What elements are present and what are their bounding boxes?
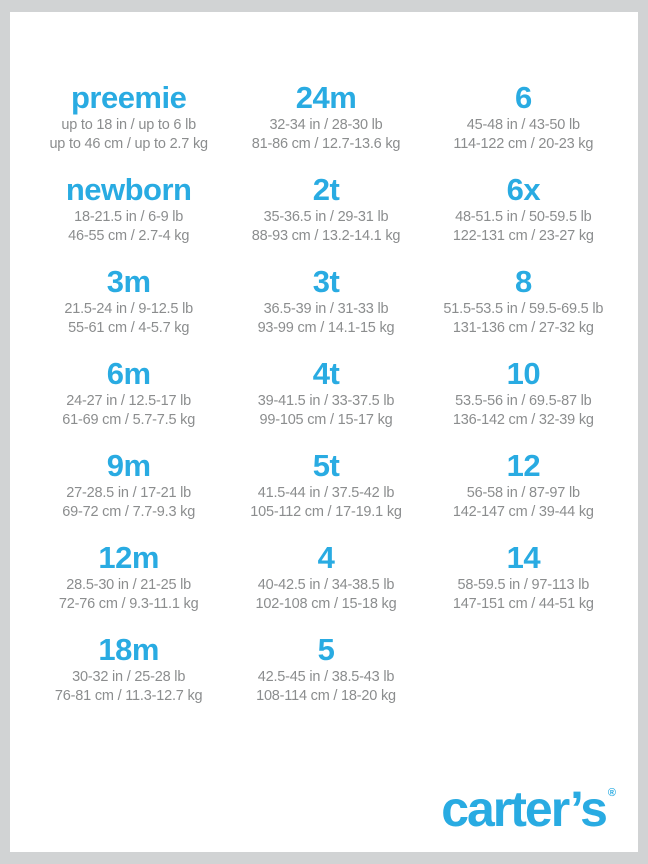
size-metric-range: up to 46 cm / up to 2.7 kg [49, 136, 208, 152]
size-metric-range: 76-81 cm / 11.3-12.7 kg [54, 688, 203, 704]
size-label: 3t [312, 264, 340, 299]
carters-logo-text: carter’s [441, 781, 606, 837]
size-metric-range: 136-142 cm / 32-39 kg [452, 412, 594, 428]
size-label: 9m [106, 448, 151, 483]
size-imperial-range: 41.5-44 in / 37.5-42 lb [257, 485, 395, 501]
size-column-baby [30, 80, 227, 724]
size-metric-range: 55-61 cm / 4-5.7 kg [68, 320, 190, 336]
size-column-kid [425, 80, 622, 724]
carters-logo [441, 781, 616, 837]
size-label: 12m [98, 540, 159, 575]
size-label: 5 [317, 632, 335, 667]
size-chart-card [10, 12, 638, 852]
size-metric-range: 61-69 cm / 5.7-7.5 kg [62, 412, 196, 428]
size-imperial-range: 48-51.5 in / 50-59.5 lb [455, 209, 592, 225]
size-imperial-range: 27-28.5 in / 17-21 lb [66, 485, 192, 501]
size-label: 24m [295, 80, 357, 115]
size-imperial-range: 24-27 in / 12.5-17 lb [66, 393, 192, 409]
size-imperial-range: 58-59.5 in / 97-113 lb [457, 577, 590, 593]
size-entry-5 [227, 632, 424, 724]
size-entry-14 [425, 540, 622, 632]
size-label: 4t [312, 356, 340, 391]
size-label: 14 [506, 540, 541, 575]
size-imperial-range: 32-34 in / 28-30 lb [269, 117, 383, 133]
size-entry-18m [30, 632, 227, 724]
size-imperial-range: 39-41.5 in / 33-37.5 lb [257, 393, 395, 409]
size-metric-range: 114-122 cm / 20-23 kg [453, 136, 594, 152]
size-entry-4t [227, 356, 424, 448]
size-imperial-range: 36.5-39 in / 31-33 lb [263, 301, 389, 317]
size-metric-range: 147-151 cm / 44-51 kg [452, 596, 594, 612]
size-imperial-range: 53.5-56 in / 69.5-87 lb [455, 393, 592, 409]
size-label: 6m [106, 356, 151, 391]
size-label: 8 [514, 264, 532, 299]
size-metric-range: 81-86 cm / 12.7-13.6 kg [251, 136, 401, 152]
size-metric-range: 72-76 cm / 9.3-11.1 kg [58, 596, 199, 612]
size-metric-range: 46-55 cm / 2.7-4 kg [68, 228, 190, 244]
size-label: 12 [506, 448, 541, 483]
size-entry-2t [227, 172, 424, 264]
size-metric-range: 88-93 cm / 13.2-14.1 kg [251, 228, 401, 244]
size-entry-6m [30, 356, 227, 448]
size-entry-6x [425, 172, 622, 264]
size-entry-6 [425, 80, 622, 172]
size-entry-9m [30, 448, 227, 540]
size-grid [10, 12, 638, 724]
size-label: 18m [98, 632, 159, 667]
size-metric-range: 122-131 cm / 23-27 kg [452, 228, 594, 244]
size-label: 3m [106, 264, 151, 299]
size-label: 2t [312, 172, 340, 207]
size-entry-preemie [30, 80, 227, 172]
size-entry-5t [227, 448, 424, 540]
size-imperial-range: 18-21.5 in / 6-9 lb [74, 209, 184, 225]
size-label: preemie [70, 80, 187, 115]
size-label: 4 [317, 540, 335, 575]
size-imperial-range: 42.5-45 in / 38.5-43 lb [257, 669, 395, 685]
size-imperial-range: 30-32 in / 25-28 lb [72, 669, 186, 685]
size-column-toddler [227, 80, 424, 724]
size-entry-8 [425, 264, 622, 356]
size-metric-range: 131-136 cm / 27-32 kg [452, 320, 594, 336]
registered-trademark: ® [607, 787, 616, 799]
size-metric-range: 108-114 cm / 18-20 kg [256, 688, 396, 704]
size-entry-newborn [30, 172, 227, 264]
size-imperial-range: 35-36.5 in / 29-31 lb [263, 209, 389, 225]
size-label: 5t [312, 448, 340, 483]
size-label: 10 [506, 356, 541, 391]
size-metric-range: 93-99 cm / 14.1-15 kg [257, 320, 395, 336]
size-metric-range: 69-72 cm / 7.7-9.3 kg [62, 504, 196, 520]
size-imperial-range: 28.5-30 in / 21-25 lb [66, 577, 192, 593]
size-imperial-range: up to 18 in / up to 6 lb [61, 117, 196, 133]
size-entry-12m [30, 540, 227, 632]
size-metric-range: 142-147 cm / 39-44 kg [452, 504, 594, 520]
size-entry-4 [227, 540, 424, 632]
size-label: 6 [514, 80, 532, 115]
size-entry-3t [227, 264, 424, 356]
size-entry-24m [227, 80, 424, 172]
size-label: 6x [506, 172, 541, 207]
size-imperial-range: 21.5-24 in / 9-12.5 lb [64, 301, 193, 317]
size-entry-10 [425, 356, 622, 448]
size-metric-range: 105-112 cm / 17-19.1 kg [250, 504, 402, 520]
size-imperial-range: 45-48 in / 43-50 lb [466, 117, 580, 133]
size-imperial-range: 40-42.5 in / 34-38.5 lb [257, 577, 395, 593]
size-metric-range: 99-105 cm / 15-17 kg [259, 412, 393, 428]
size-imperial-range: 51.5-53.5 in / 59.5-69.5 lb [443, 301, 604, 317]
size-entry-3m [30, 264, 227, 356]
size-imperial-range: 56-58 in / 87-97 lb [466, 485, 580, 501]
size-entry-12 [425, 448, 622, 540]
size-label: newborn [65, 172, 192, 207]
size-metric-range: 102-108 cm / 15-18 kg [255, 596, 397, 612]
